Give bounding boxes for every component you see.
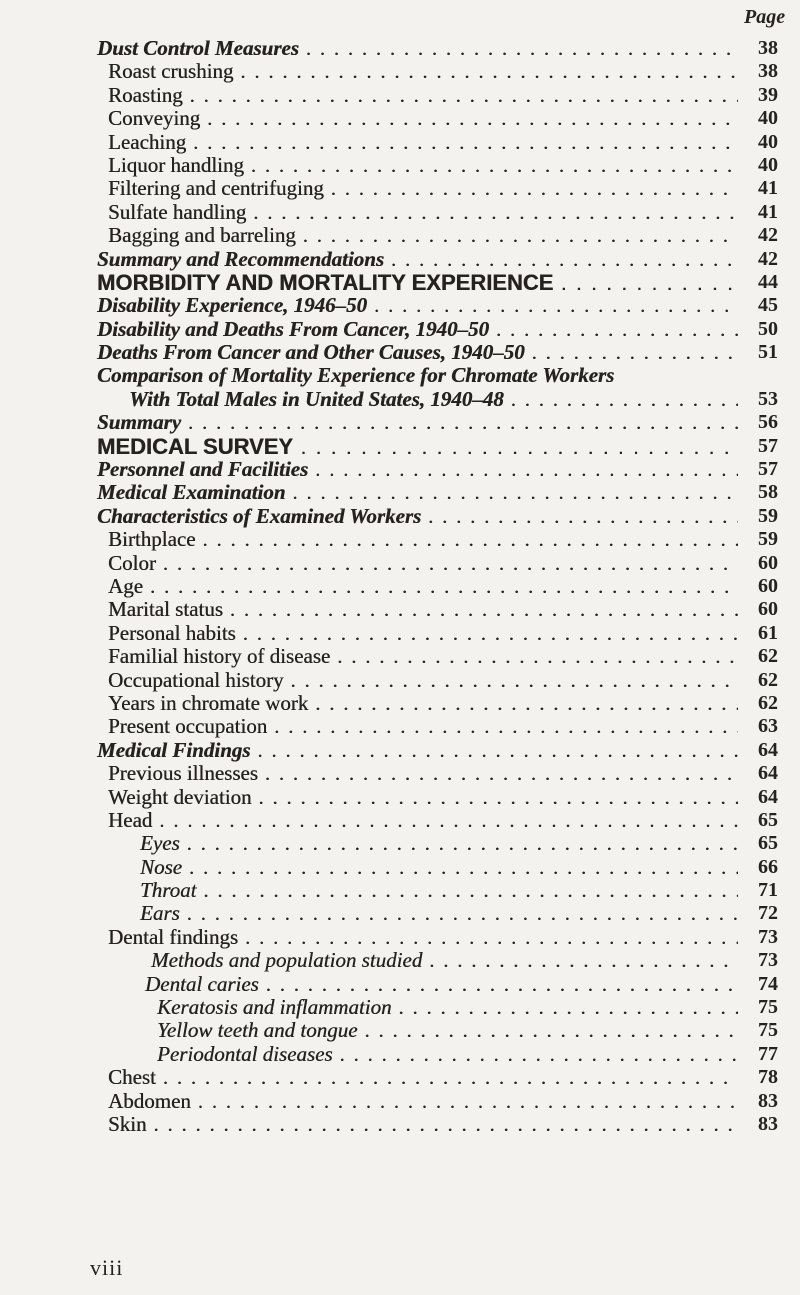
toc-entry[interactable] bbox=[0, 669, 800, 692]
toc-entry[interactable] bbox=[0, 926, 800, 949]
toc-entry-page: 39 bbox=[758, 83, 778, 106]
toc-entry-page: 40 bbox=[758, 153, 778, 176]
toc-entry[interactable] bbox=[0, 37, 800, 60]
toc-entry-page: 61 bbox=[758, 621, 778, 644]
toc-entry-page: 57 bbox=[758, 458, 778, 481]
toc-entry[interactable] bbox=[0, 739, 800, 762]
toc-entry-page: 83 bbox=[758, 1089, 778, 1112]
toc-entry-page: 38 bbox=[758, 60, 778, 83]
toc-entry-title: Methods and population studied . . . bbox=[0, 949, 738, 973]
toc-entry-title: MORBIDITY AND MORTALITY EXPERIENCE . . . bbox=[0, 271, 738, 296]
toc-entry-page: 75 bbox=[758, 996, 778, 1019]
toc-entry-page: 60 bbox=[758, 574, 778, 597]
toc-entry[interactable] bbox=[0, 856, 800, 879]
toc-entry-page: 38 bbox=[758, 37, 778, 59]
toc-entry-title: Summary and Recommendations . . . bbox=[0, 248, 738, 272]
toc-entry-page: 41 bbox=[758, 177, 778, 200]
toc-entry-page: 65 bbox=[758, 832, 778, 855]
toc-entry-title: Nose . . . bbox=[0, 856, 738, 880]
toc-entry[interactable] bbox=[0, 318, 800, 341]
toc-entry-title: Present occupation . . . bbox=[0, 715, 738, 739]
toc-entry-title: Familial history of disease . . . bbox=[0, 645, 738, 669]
toc-entry-page: 66 bbox=[758, 855, 778, 878]
toc-entry-title: Medical Findings . . . bbox=[0, 739, 738, 763]
toc-entry-title: Disability and Deaths From Cancer, 1940–50 . . . bbox=[0, 318, 738, 342]
toc-entry[interactable] bbox=[0, 598, 800, 621]
toc-entry-title: Color . . . bbox=[0, 552, 738, 576]
toc-entry-page: 73 bbox=[758, 949, 778, 972]
toc-entry-page: 65 bbox=[758, 808, 778, 831]
toc-entry[interactable] bbox=[0, 832, 800, 855]
toc-entry-title: Chest . . . bbox=[0, 1066, 738, 1090]
toc-entry-title: With Total Males in United States, 1940–48 . . . bbox=[0, 388, 738, 412]
toc-entry-title: Years in chromate work . . . bbox=[0, 692, 738, 716]
toc-entry-title: Keratosis and inflammation . . . bbox=[0, 996, 738, 1020]
toc-entry[interactable] bbox=[0, 902, 800, 925]
toc-entry[interactable] bbox=[0, 411, 800, 434]
toc-entry-page: 64 bbox=[758, 762, 778, 785]
toc-entry[interactable] bbox=[0, 458, 800, 481]
toc-entry[interactable] bbox=[0, 692, 800, 715]
toc-entry-title: Weight deviation . . . bbox=[0, 786, 738, 810]
toc-entry-page: 50 bbox=[758, 317, 778, 340]
toc-entry-page: 64 bbox=[758, 738, 778, 761]
toc-entry-page: 60 bbox=[758, 598, 778, 621]
toc-entry-page: 58 bbox=[758, 481, 778, 504]
toc-entry[interactable] bbox=[0, 1090, 800, 1113]
toc-entry-title: MEDICAL SURVEY . . . bbox=[0, 435, 738, 460]
toc-entry-page: 57 bbox=[758, 434, 778, 457]
toc-entry[interactable] bbox=[0, 552, 800, 575]
toc-entry-title: Leaching . . . bbox=[0, 131, 738, 155]
page-folio: viii bbox=[90, 1255, 124, 1280]
toc-entry[interactable] bbox=[0, 786, 800, 809]
toc-entry[interactable] bbox=[0, 1066, 800, 1089]
toc-entry[interactable] bbox=[0, 131, 800, 154]
toc-entry-title: Personal habits . . . bbox=[0, 622, 738, 646]
toc-entry[interactable] bbox=[0, 715, 800, 738]
toc-entry[interactable] bbox=[0, 949, 800, 972]
toc-entry-title: Bagging and barreling . . . bbox=[0, 224, 738, 248]
toc-entry[interactable] bbox=[0, 762, 800, 785]
toc-entry[interactable] bbox=[0, 201, 800, 224]
page-column-heading: Page bbox=[744, 6, 786, 28]
toc-entry-title: Summary . . . bbox=[0, 411, 738, 435]
toc-entry-page: 78 bbox=[758, 1066, 778, 1089]
toc-entry[interactable] bbox=[0, 973, 800, 996]
toc-entry-page: 45 bbox=[758, 294, 778, 317]
toc-entry[interactable] bbox=[0, 996, 800, 1019]
toc-entry[interactable] bbox=[0, 575, 800, 598]
toc-entry[interactable] bbox=[0, 248, 800, 271]
toc-entry-page: 51 bbox=[758, 341, 778, 364]
toc-entry-title: Dust Control Measures . . . bbox=[0, 37, 738, 61]
toc-entry-page: 59 bbox=[758, 504, 778, 527]
toc-entry-page: 62 bbox=[758, 668, 778, 691]
toc-entry[interactable] bbox=[0, 809, 800, 832]
toc-entry-page: 75 bbox=[758, 1019, 778, 1042]
toc-entry[interactable] bbox=[0, 177, 800, 200]
toc-entry[interactable] bbox=[0, 528, 800, 551]
toc-entry-page: 42 bbox=[758, 247, 778, 270]
toc-entry-title: Comparison of Mortality Experience for Chromate Workers bbox=[97, 364, 615, 388]
toc-entry-title: Roasting . . . bbox=[0, 84, 738, 108]
toc-entry-title: Personnel and Facilities . . . bbox=[0, 458, 738, 482]
toc-entry[interactable] bbox=[0, 60, 800, 83]
toc-entry-page: 64 bbox=[758, 785, 778, 808]
toc-entry-title: Abdomen . . . bbox=[0, 1090, 738, 1114]
toc-entry-title: Medical Examination . . . bbox=[0, 481, 738, 505]
toc-entry-page: 74 bbox=[758, 972, 778, 995]
toc-entry[interactable] bbox=[0, 271, 800, 294]
toc-entry-page: 77 bbox=[758, 1042, 778, 1065]
toc-entry[interactable] bbox=[0, 364, 800, 387]
toc-entry[interactable] bbox=[0, 224, 800, 247]
toc-entry[interactable] bbox=[0, 84, 800, 107]
toc-entry-title: Dental findings . . . bbox=[0, 926, 738, 950]
toc-entry-page: 44 bbox=[758, 270, 778, 293]
toc-entry-title: Roast crushing . . . bbox=[0, 60, 738, 84]
toc-entry-page: 73 bbox=[758, 925, 778, 948]
toc-entry-page: 41 bbox=[758, 200, 778, 223]
toc-entry[interactable] bbox=[0, 1113, 800, 1136]
toc-entry-page: 53 bbox=[758, 387, 778, 410]
toc-entry-title: Birthplace . . . bbox=[0, 528, 738, 552]
toc-entry-page: 42 bbox=[758, 224, 778, 247]
toc-entry-page: 62 bbox=[758, 691, 778, 714]
toc-entry-title: Age . . . bbox=[0, 575, 738, 599]
toc-entry[interactable] bbox=[0, 1019, 800, 1042]
toc-entry-continuation[interactable] bbox=[0, 388, 800, 411]
toc-entry-page: 56 bbox=[758, 411, 778, 434]
toc-entry-title: Head . . . bbox=[0, 809, 738, 833]
toc-entry-title: Yellow teeth and tongue . . . bbox=[0, 1019, 738, 1043]
toc-entry-page: 60 bbox=[758, 551, 778, 574]
toc-entry-title: Occupational history . . . bbox=[0, 669, 738, 693]
toc-entry[interactable] bbox=[0, 294, 800, 317]
toc-entry[interactable] bbox=[0, 154, 800, 177]
toc-entry-title: Dental caries . . . bbox=[0, 973, 738, 997]
toc-entry[interactable] bbox=[0, 435, 800, 458]
toc-entry-title: Disability Experience, 1946–50 . . . bbox=[0, 294, 738, 318]
table-of-contents bbox=[0, 37, 800, 1136]
toc-entry-page: 72 bbox=[758, 902, 778, 925]
toc-entry-title: Periodontal diseases . . . bbox=[0, 1043, 738, 1067]
toc-entry-title: Deaths From Cancer and Other Causes, 1940–50 . . . bbox=[0, 341, 738, 365]
toc-entry[interactable] bbox=[0, 341, 800, 364]
toc-entry-title: Previous illnesses . . . bbox=[0, 762, 738, 786]
toc-entry-title: Ears . . . bbox=[0, 902, 738, 926]
toc-entry-title: Throat . . . bbox=[0, 879, 738, 903]
toc-entry[interactable] bbox=[0, 1043, 800, 1066]
toc-entry-page: 40 bbox=[758, 130, 778, 153]
toc-entry-title: Liquor handling . . . bbox=[0, 154, 738, 178]
toc-entry-page: 63 bbox=[758, 715, 778, 738]
toc-entry[interactable] bbox=[0, 645, 800, 668]
toc-entry-title: Eyes . . . bbox=[0, 832, 738, 856]
toc-entry-title: Filtering and centrifuging . . . bbox=[0, 177, 738, 201]
toc-entry-title: Skin . . . bbox=[0, 1113, 738, 1137]
toc-entry[interactable] bbox=[0, 879, 800, 902]
toc-entry-title: Marital status . . . bbox=[0, 598, 738, 622]
toc-entry[interactable] bbox=[0, 481, 800, 504]
toc-entry-title: Conveying . . . bbox=[0, 107, 738, 131]
toc-entry-page: 59 bbox=[758, 528, 778, 551]
toc-entry[interactable] bbox=[0, 107, 800, 130]
toc-entry-page: 71 bbox=[758, 879, 778, 902]
toc-entry-page: 40 bbox=[758, 107, 778, 130]
toc-entry[interactable] bbox=[0, 505, 800, 528]
toc-entry[interactable] bbox=[0, 622, 800, 645]
toc-entry-page: 83 bbox=[758, 1112, 778, 1135]
toc-entry-title: Sulfate handling . . . bbox=[0, 201, 738, 225]
toc-entry-title: Characteristics of Examined Workers . . . bbox=[0, 505, 738, 529]
toc-entry-page: 62 bbox=[758, 645, 778, 668]
